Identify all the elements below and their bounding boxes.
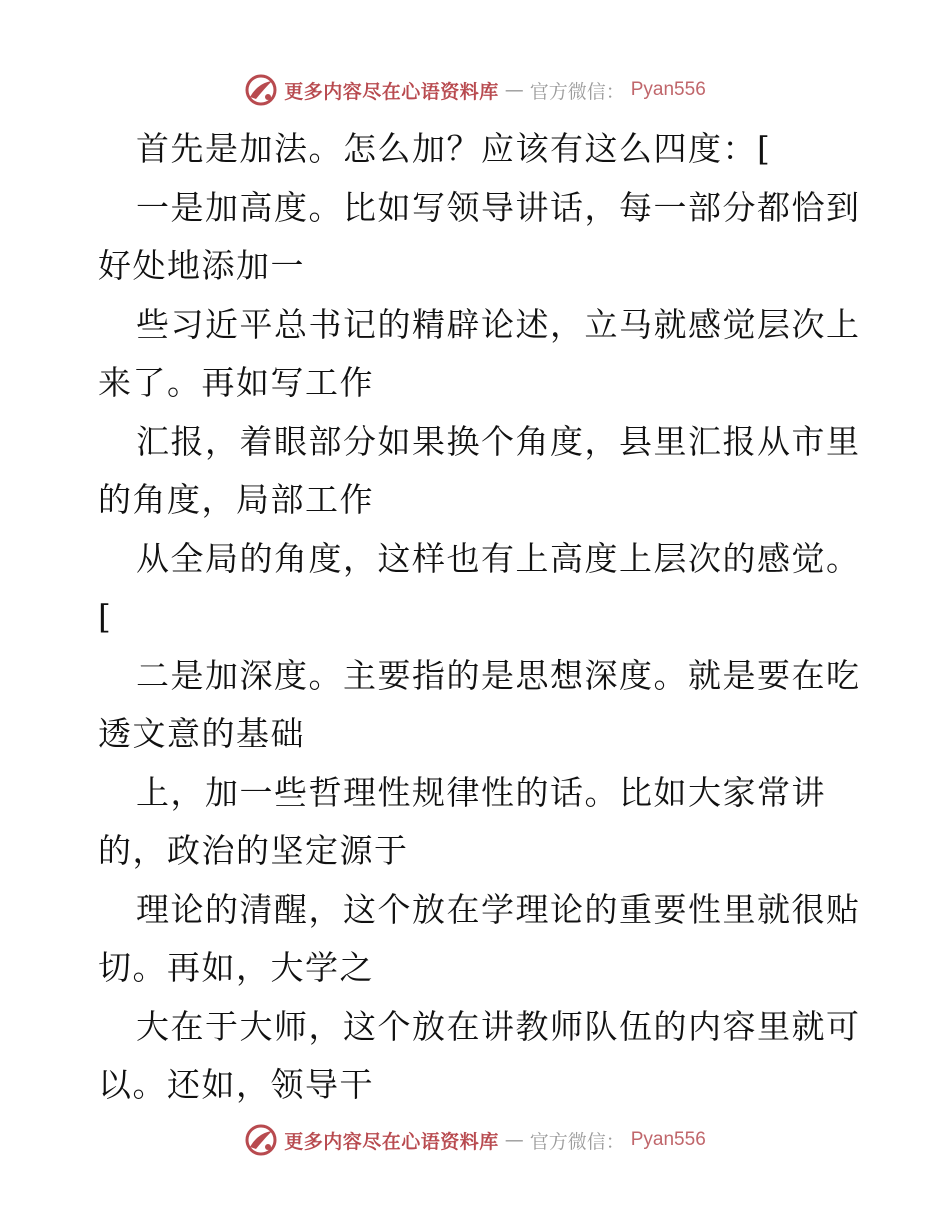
text-line: 理论的清醒，这个放在学理论的重要性里就很贴 [136, 889, 861, 929]
text-line: 透文意的基础 [98, 714, 305, 753]
text-line: 汇报，着眼部分如果换个角度，县里汇报从市里 [136, 421, 861, 461]
watermark-site-text: 更多内容尽在心语资料库 [284, 1130, 499, 1153]
watermark-site-text: 更多内容尽在心语资料库 [284, 80, 499, 103]
watermark-contact-id: Pyan556 [630, 79, 706, 100]
text-line: 二是加深度。主要指的是思想深度。就是要在吃 [136, 655, 861, 695]
text-line: 以。还如，领导干 [98, 1065, 374, 1104]
text-line: 来了。再如写工作 [98, 363, 374, 402]
watermark-contact-label: 官方微信： [529, 80, 625, 103]
watermark-dash: — [504, 1129, 524, 1151]
text-line: 首先是加法。怎么加？应该有这么四度：[ [136, 129, 772, 168]
footer-watermark [0, 1120, 950, 1160]
text-line: 切。再如，大学之 [98, 948, 374, 987]
brush-seal-icon [244, 1123, 278, 1157]
brush-seal-icon [244, 73, 278, 107]
header-watermark [0, 70, 950, 110]
text-line: 上，加一些哲理性规律性的话。比如大家常讲 [136, 772, 826, 812]
text-line: [ [98, 597, 113, 636]
text-line: 好处地添加一 [98, 246, 305, 285]
text-line: 一是加高度。比如写领导讲话，每一部分都恰到 [136, 187, 861, 227]
text-line: 从全局的角度，这样也有上高度上层次的感觉。 [136, 538, 861, 578]
watermark-contact-id: Pyan556 [630, 1129, 706, 1150]
text-line: 的角度，局部工作 [98, 480, 374, 519]
document-body [98, 120, 861, 1115]
watermark-dash: — [504, 79, 524, 101]
text-line: 些习近平总书记的精辟论述，立马就感觉层次上 [136, 304, 861, 344]
text-line: 的，政治的坚定源于 [98, 831, 409, 870]
text-line: 大在于大师，这个放在讲教师队伍的内容里就可 [136, 1006, 861, 1046]
watermark-contact-label: 官方微信： [529, 1130, 625, 1153]
